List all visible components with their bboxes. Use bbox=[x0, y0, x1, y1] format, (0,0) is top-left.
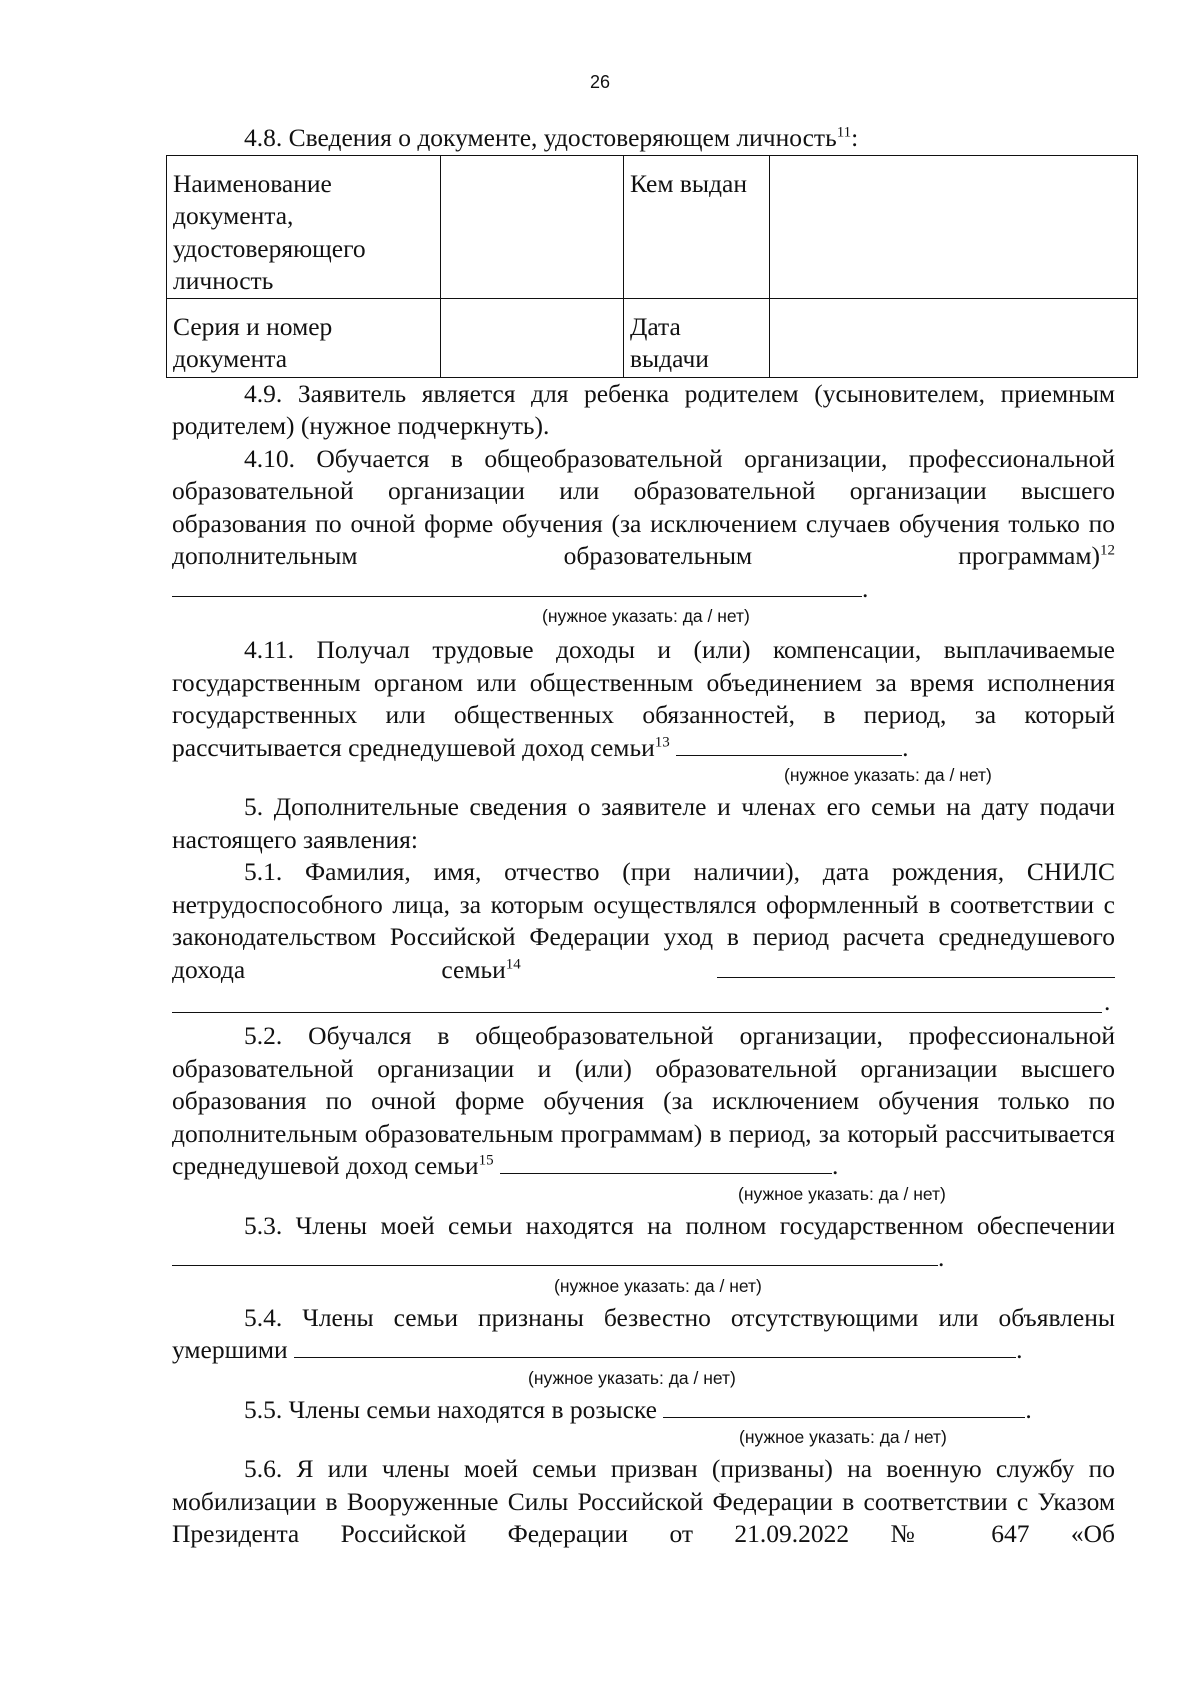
note-5-2: (нужное указать: да / нет) bbox=[738, 1183, 946, 1204]
section-4-9: 4.9. Заявитель является для ребенка родителем (усыновителем, приемным родителем) (нужное подчеркнуть). bbox=[172, 378, 1115, 440]
footnote-ref-14[interactable]: 14 bbox=[505, 956, 521, 972]
note-5-3: (нужное указать: да / нет) bbox=[554, 1275, 762, 1296]
label-doc-name: Наименование документа, удостоверяющего личность bbox=[167, 155, 441, 298]
answer-field-4-11[interactable] bbox=[676, 733, 902, 756]
input-issue-date[interactable] bbox=[770, 298, 1138, 377]
answer-field-5-5[interactable] bbox=[663, 1395, 1025, 1418]
label-issue-date: Дата выдачи bbox=[624, 298, 770, 377]
section-5-6: 5.6. Я или члены моей семьи призван (призваны) на военную службу по мобилизации в Вооруженные Силы Российской Федерации в соответствии с Указом Президента Российской Федерации от 21.09.2022 № 647 «Об bbox=[172, 1454, 1115, 1548]
footnote-ref-15[interactable]: 15 bbox=[478, 1152, 494, 1169]
note-5-5: (нужное указать: да / нет) bbox=[739, 1427, 947, 1447]
input-series-number[interactable] bbox=[441, 298, 624, 377]
section-5-4: 5.4. Члены семьи признаны безвестно отсутствующими или объявлены умершими . bbox=[172, 1302, 1115, 1364]
note-4-11: (нужное указать: да / нет) bbox=[784, 765, 992, 785]
section-4-10: 4.10. Обучается в общеобразовательной организации, профессиональной образовательной организации или образовательной организации высшего образования по очной форме обучения (за исключением случаев обучения только по дополнительным образовательным программам)$^{12}$ . bbox=[172, 443, 1115, 603]
section-5-3: 5.3. Члены моей семьи находятся на полном государственном обеспечении . bbox=[172, 1210, 1115, 1275]
answer-field-5-3[interactable] bbox=[172, 1243, 938, 1266]
page-number: 26 bbox=[589, 72, 611, 92]
input-doc-name[interactable] bbox=[441, 155, 624, 298]
section-5: 5. Дополнительные сведения о заявителе и членах его семьи на дату подачи настоящего заявления: bbox=[172, 792, 1115, 854]
label-series-number: Серия и номер документа bbox=[167, 298, 441, 377]
input-issued-by[interactable] bbox=[770, 155, 1138, 298]
footnote-ref-12[interactable]: 12 bbox=[1100, 542, 1115, 559]
answer-field-5-4[interactable] bbox=[294, 1335, 1016, 1358]
note-4-10: (нужное указать: да / нет) bbox=[542, 606, 750, 626]
answer-field-5-1-line1[interactable] bbox=[717, 955, 1115, 978]
footnote-ref-11[interactable]: 11 bbox=[836, 124, 852, 141]
section-5-2: 5.2. Обучался в общеобразовательной организации, профессиональной образовательной организации и (или) образовательной организации высшего образования по очной форме обучения (за исключением обучения только по дополнительным образовательным программам) в период, за который рассчитывается среднедушевой доход семьи$^{15}$ . bbox=[172, 1021, 1115, 1180]
footnote-ref-13[interactable]: 13 bbox=[654, 734, 670, 750]
answer-field-5-2[interactable] bbox=[500, 1151, 832, 1174]
section-5-5: 5.5. Члены семьи находятся в розыске . bbox=[244, 1394, 1032, 1424]
section-5-1: 5.1. Фамилия, имя, отчество (при наличии), дата рождения, СНИЛС нетрудоспособного лица, за которым осуществлялся оформленный в соответствии с законодательством Российской Федерации уход в период расчета среднедушевого дохода семьи$^{14}$ bbox=[172, 857, 1115, 984]
label-issued-by: Кем выдан bbox=[624, 155, 770, 298]
section-4-8-heading: 4.8. Сведения о документе, удостоверяющем личность$^{11}$: bbox=[244, 123, 859, 152]
document-body bbox=[172, 122, 1115, 1551]
note-5-4: (нужное указать: да / нет) bbox=[528, 1367, 736, 1388]
identity-document-table bbox=[166, 155, 1138, 378]
section-4-11: 4.11. Получал трудовые доходы и (или) компенсации, выплачиваемые государственным органом или общественным объединением за время исполнения государственных или общественных обязанностей, в период, за который рассчитывается среднедушевой доход семьи$^{13}$ . bbox=[172, 635, 1115, 762]
answer-field-4-10[interactable] bbox=[172, 574, 862, 597]
answer-field-5-1-line2[interactable]: . bbox=[172, 986, 1115, 1020]
